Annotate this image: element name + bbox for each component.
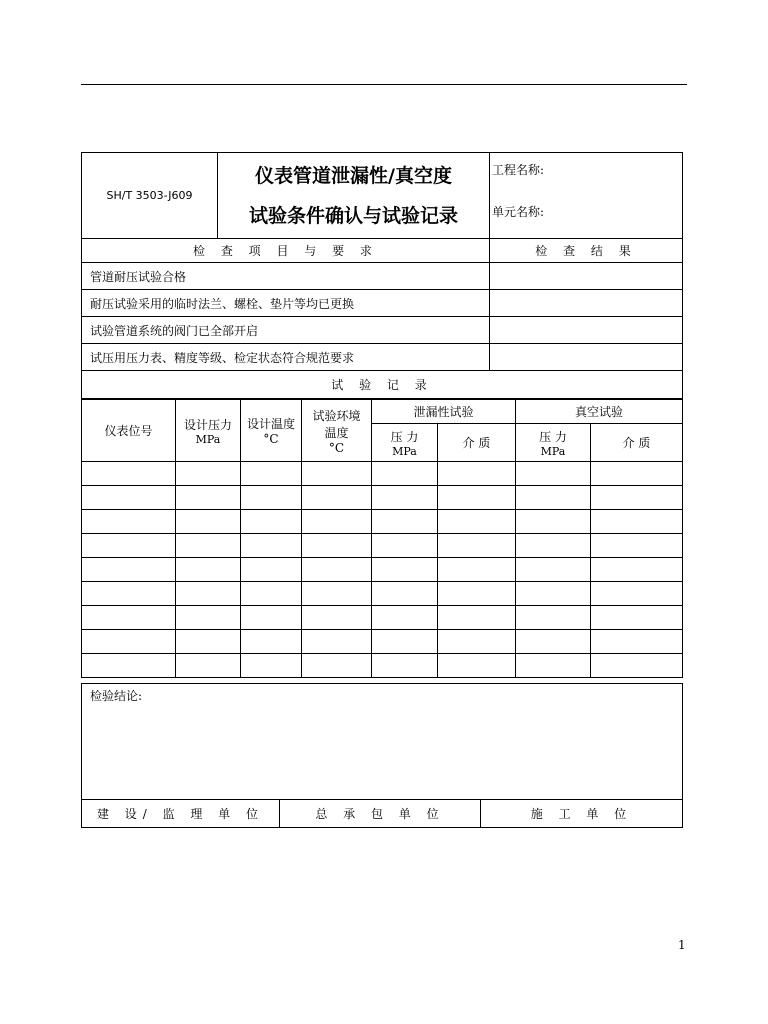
check-result-cell[interactable] (490, 290, 683, 317)
project-info (490, 153, 683, 239)
record-cell[interactable] (438, 462, 516, 486)
form-title (218, 153, 490, 239)
record-cell[interactable] (176, 510, 241, 534)
record-cell[interactable] (516, 654, 591, 678)
record-cell[interactable] (438, 486, 516, 510)
table-row (82, 558, 683, 582)
table-row (82, 654, 683, 678)
leak-pressure-unit: MPa (392, 444, 417, 458)
record-cell[interactable] (302, 558, 372, 582)
record-cell[interactable] (438, 558, 516, 582)
table-row (82, 630, 683, 654)
record-cell[interactable] (176, 582, 241, 606)
check-result-header: 检 查 结 果 (490, 239, 683, 263)
record-cell[interactable] (82, 534, 176, 558)
record-cell[interactable] (591, 534, 683, 558)
col-ambient-temp (302, 400, 372, 462)
record-cell[interactable] (372, 558, 438, 582)
table-row (82, 534, 683, 558)
record-cell[interactable] (241, 654, 302, 678)
check-item: 管道耐压试验合格 (82, 263, 490, 290)
check-result-cell[interactable] (490, 344, 683, 371)
design-pressure-label: 设计压力 (183, 417, 232, 432)
design-temp-unit: °C (263, 432, 279, 446)
check-item: 试压用压力表、精度等级、检定状态符合规范要求 (82, 344, 490, 371)
record-cell[interactable] (516, 630, 591, 654)
record-cell[interactable] (438, 654, 516, 678)
check-result-cell[interactable] (490, 317, 683, 344)
record-cell[interactable] (241, 462, 302, 486)
record-cell[interactable] (82, 486, 176, 510)
record-cell[interactable] (82, 606, 176, 630)
record-cell[interactable] (241, 630, 302, 654)
record-cell[interactable] (302, 534, 372, 558)
record-cell[interactable] (516, 534, 591, 558)
record-cell[interactable] (82, 582, 176, 606)
conclusion-table (81, 683, 683, 828)
record-cell[interactable] (82, 654, 176, 678)
table-row (82, 606, 683, 630)
record-cell[interactable] (591, 510, 683, 534)
record-cell[interactable] (438, 510, 516, 534)
record-cell[interactable] (591, 606, 683, 630)
table-row (82, 486, 683, 510)
ambient-temp-unit: °C (328, 440, 345, 455)
design-temp-label: 设计温度 (246, 417, 295, 431)
check-item: 试验管道系统的阀门已全部开启 (82, 317, 490, 344)
record-cell[interactable] (372, 534, 438, 558)
record-cell[interactable] (302, 462, 372, 486)
record-cell[interactable] (438, 606, 516, 630)
project-name-label: 工程名称: (492, 163, 545, 177)
leak-pressure-label: 压 力 (390, 429, 419, 444)
unit-name-label: 单元名称: (492, 205, 545, 219)
record-cell[interactable] (372, 606, 438, 630)
check-result-cell[interactable] (490, 263, 683, 290)
record-cell[interactable] (82, 630, 176, 654)
check-item: 耐压试验采用的临时法兰、螺栓、垫片等均已更换 (82, 290, 490, 317)
record-cell[interactable] (82, 558, 176, 582)
record-cell[interactable] (591, 462, 683, 486)
table-row (82, 510, 683, 534)
record-cell[interactable] (438, 582, 516, 606)
record-cell[interactable] (176, 654, 241, 678)
leak-medium-header: 介 质 (438, 424, 516, 462)
record-cell[interactable] (438, 534, 516, 558)
leak-test-header: 泄漏性试验 (372, 400, 516, 424)
ambient-temp-label-2: 温度 (324, 425, 349, 440)
vacuum-pressure-header (516, 424, 591, 462)
form-title-line1: 仪表管道泄漏性/真空度 (255, 164, 452, 187)
record-cell[interactable] (591, 654, 683, 678)
record-cell[interactable] (176, 462, 241, 486)
col-design-pressure (176, 400, 241, 462)
record-cell[interactable] (82, 510, 176, 534)
record-cell[interactable] (372, 582, 438, 606)
record-cell[interactable] (372, 510, 438, 534)
record-cell[interactable] (302, 630, 372, 654)
vacuum-pressure-label: 压 力 (539, 429, 567, 444)
leak-pressure-header (372, 424, 438, 462)
owner-supervisor-unit: 建 设/ 监 理 单 位 (82, 800, 280, 828)
design-pressure-unit: MPa (195, 432, 221, 446)
record-cell[interactable] (176, 534, 241, 558)
general-contractor-unit: 总 承 包 单 位 (280, 800, 481, 828)
record-cell[interactable] (591, 486, 683, 510)
vacuum-pressure-unit: MPa (540, 444, 566, 458)
record-cell[interactable] (176, 630, 241, 654)
vacuum-medium-header: 介 质 (591, 424, 683, 462)
record-cell[interactable] (241, 510, 302, 534)
record-cell[interactable] (516, 486, 591, 510)
col-design-temp (241, 400, 302, 462)
record-cell[interactable] (516, 462, 591, 486)
conclusion-label: 检验结论: (90, 689, 143, 703)
record-cell[interactable] (176, 558, 241, 582)
record-cell[interactable] (516, 582, 591, 606)
record-cell[interactable] (241, 558, 302, 582)
record-cell[interactable] (516, 558, 591, 582)
construction-unit: 施 工 单 位 (481, 800, 683, 828)
header-check-table (81, 152, 683, 399)
conclusion-box[interactable] (82, 684, 683, 800)
record-cell[interactable] (591, 582, 683, 606)
table-row (82, 462, 683, 486)
record-cell[interactable] (302, 486, 372, 510)
record-cell[interactable] (372, 630, 438, 654)
record-cell[interactable] (372, 654, 438, 678)
record-cell[interactable] (516, 510, 591, 534)
col-tag-number: 仪表位号 (82, 400, 176, 462)
record-cell[interactable] (302, 606, 372, 630)
page-number: 1 (678, 938, 686, 952)
record-cell[interactable] (372, 462, 438, 486)
record-table (81, 399, 683, 678)
table-row (82, 582, 683, 606)
record-cell[interactable] (241, 486, 302, 510)
record-cell[interactable] (241, 582, 302, 606)
vacuum-test-header: 真空试验 (516, 400, 683, 424)
record-section-title: 试 验 记 录 (82, 371, 683, 399)
check-items-header: 检 查 项 目 与 要 求 (82, 239, 490, 263)
record-cell[interactable] (241, 534, 302, 558)
form-title-line2: 试验条件确认与试验记录 (248, 204, 458, 227)
record-cell[interactable] (302, 510, 372, 534)
record-cell[interactable] (82, 462, 176, 486)
record-cell[interactable] (591, 630, 683, 654)
record-cell[interactable] (302, 582, 372, 606)
record-cell[interactable] (241, 606, 302, 630)
record-cell[interactable] (516, 606, 591, 630)
ambient-temp-label-1: 试验环境 (312, 408, 361, 423)
standard-code: SH/T 3503-J609 (82, 153, 218, 239)
record-cell[interactable] (438, 630, 516, 654)
record-cell[interactable] (302, 654, 372, 678)
record-cell[interactable] (176, 486, 241, 510)
header-rule (81, 84, 687, 85)
record-cell[interactable] (591, 558, 683, 582)
record-cell[interactable] (176, 606, 241, 630)
record-cell[interactable] (372, 486, 438, 510)
